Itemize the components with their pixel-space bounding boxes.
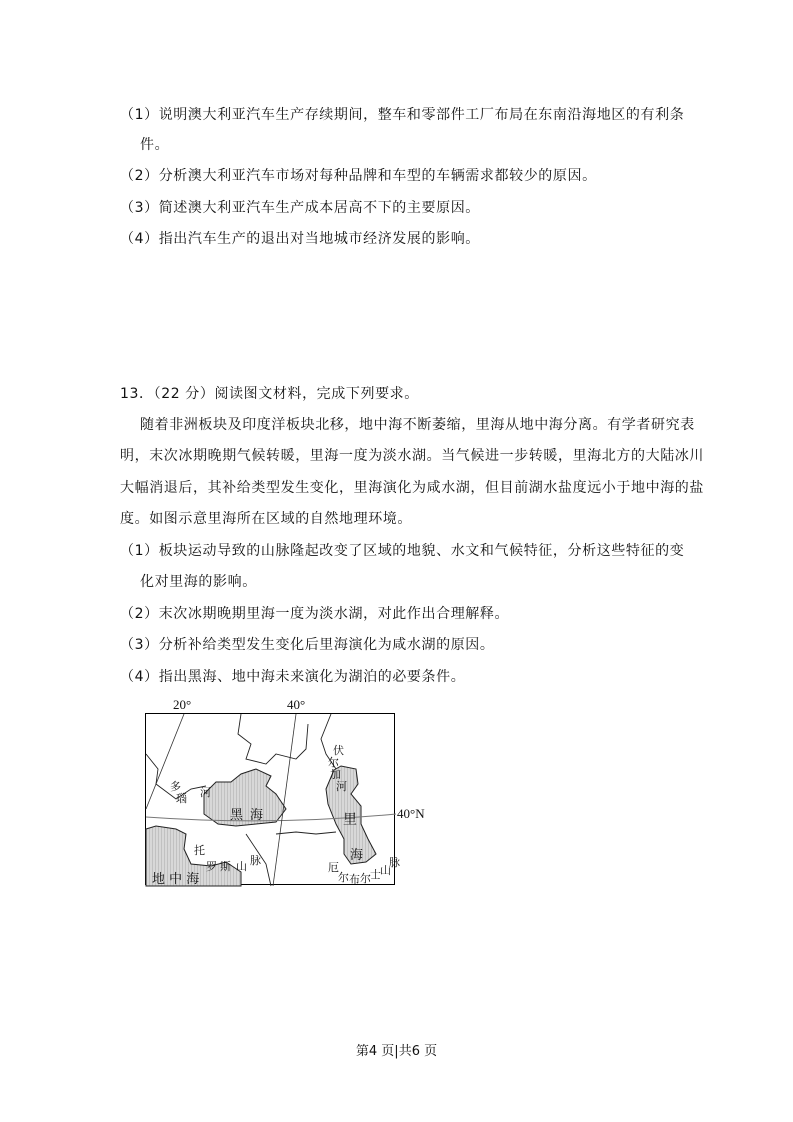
- q13-paragraph-1: 随着非洲板块及印度洋板块北移，地中海不断萎缩，里海从地中海分离。有学者研究表: [140, 417, 695, 433]
- q13-paragraph-2: 明，末次冰期晚期气候转暖，里海一度为淡水湖。当气候进一步转暖，里海北方的大陆冰川: [120, 448, 704, 464]
- map-label-tuo: 托: [194, 844, 205, 857]
- coastline: [238, 714, 308, 764]
- q13-item-1: （1）板块运动导致的山脉隆起改变了区域的地貌、水文和气候特征，分析这些特征的变: [120, 543, 685, 559]
- lon-20-label: 20°: [173, 697, 192, 712]
- q12-item-4: （4）指出汽车生产的退出对当地城市经济发展的影响。: [120, 231, 480, 247]
- q13-paragraph-3: 大幅消退后，其补给类型发生变化，里海演化为咸水湖，但目前湖水盐度远小于地中海的盐: [120, 480, 704, 496]
- map-label-rui: 瑙: [176, 792, 187, 805]
- map-label-shi: 士: [370, 868, 381, 881]
- black-sea: [204, 769, 286, 826]
- q13-paragraph-4: 度。如图示意里海所在区域的自然地理环境。: [120, 511, 412, 527]
- q12-item-3: （3）简述澳大利亚汽车生产成本居高不下的主要原因。: [120, 200, 480, 216]
- map-label-fu: 伏: [333, 744, 344, 757]
- map-label-shan2: 山: [380, 864, 391, 877]
- map-label-e: 厄: [328, 861, 339, 874]
- map-label-he2: 河: [336, 780, 347, 793]
- map-label-hai1: 海: [250, 808, 264, 823]
- map-label-li: 里: [343, 812, 357, 828]
- map-label-er3: 尔: [360, 872, 371, 885]
- q12-item-1-cont: 件。: [140, 137, 170, 153]
- map-label-duo: 多: [170, 780, 181, 793]
- map-label-luo: 罗: [206, 860, 217, 873]
- lat-40n-label: 40°N: [397, 806, 425, 821]
- map-label-si: 斯: [220, 860, 231, 873]
- map-label-mediterranean: 地 中 海: [152, 872, 200, 887]
- q13-item-3: （3）分析补给类型发生变化后里海演化为咸水湖的原因。: [120, 637, 495, 653]
- q13-item-2: （2）末次冰期晚期里海一度为淡水湖，对此作出合理解释。: [120, 606, 510, 622]
- map-label-he1: 河: [200, 786, 211, 799]
- q13-item-4: （4）指出黑海、地中海未来演化为湖泊的必要条件。: [120, 669, 466, 685]
- map-label-hei: 黑: [230, 808, 244, 823]
- caspian-region-map: [145, 713, 400, 887]
- map-label-jia: 加: [330, 768, 341, 781]
- q13-heading: 13．（22 分）阅读图文材料，完成下列要求。: [120, 386, 419, 402]
- q12-item-2: （2）分析澳大利亚汽车市场对每种品牌和车型的车辆需求都较少的原因。: [120, 168, 597, 184]
- map-label-er2: 尔: [338, 871, 349, 884]
- map-label-mai2: 脉: [389, 856, 400, 869]
- page-footer: 第4 页|共6 页: [355, 1044, 438, 1059]
- q12-item-1: （1）说明澳大利亚汽车生产存续期间，整车和零部件工厂布局在东南沿海地区的有利条: [120, 107, 685, 123]
- map-label-mai1: 脉: [250, 854, 261, 867]
- map-label-hai2: 海: [350, 848, 364, 863]
- q13-item-1-cont: 化对里海的影响。: [140, 574, 257, 590]
- map-label-er1: 尔: [328, 756, 339, 769]
- map-label-shan1: 山: [236, 860, 247, 873]
- map-label-bu: 布: [349, 873, 360, 886]
- lon-40-label: 40°: [287, 697, 306, 712]
